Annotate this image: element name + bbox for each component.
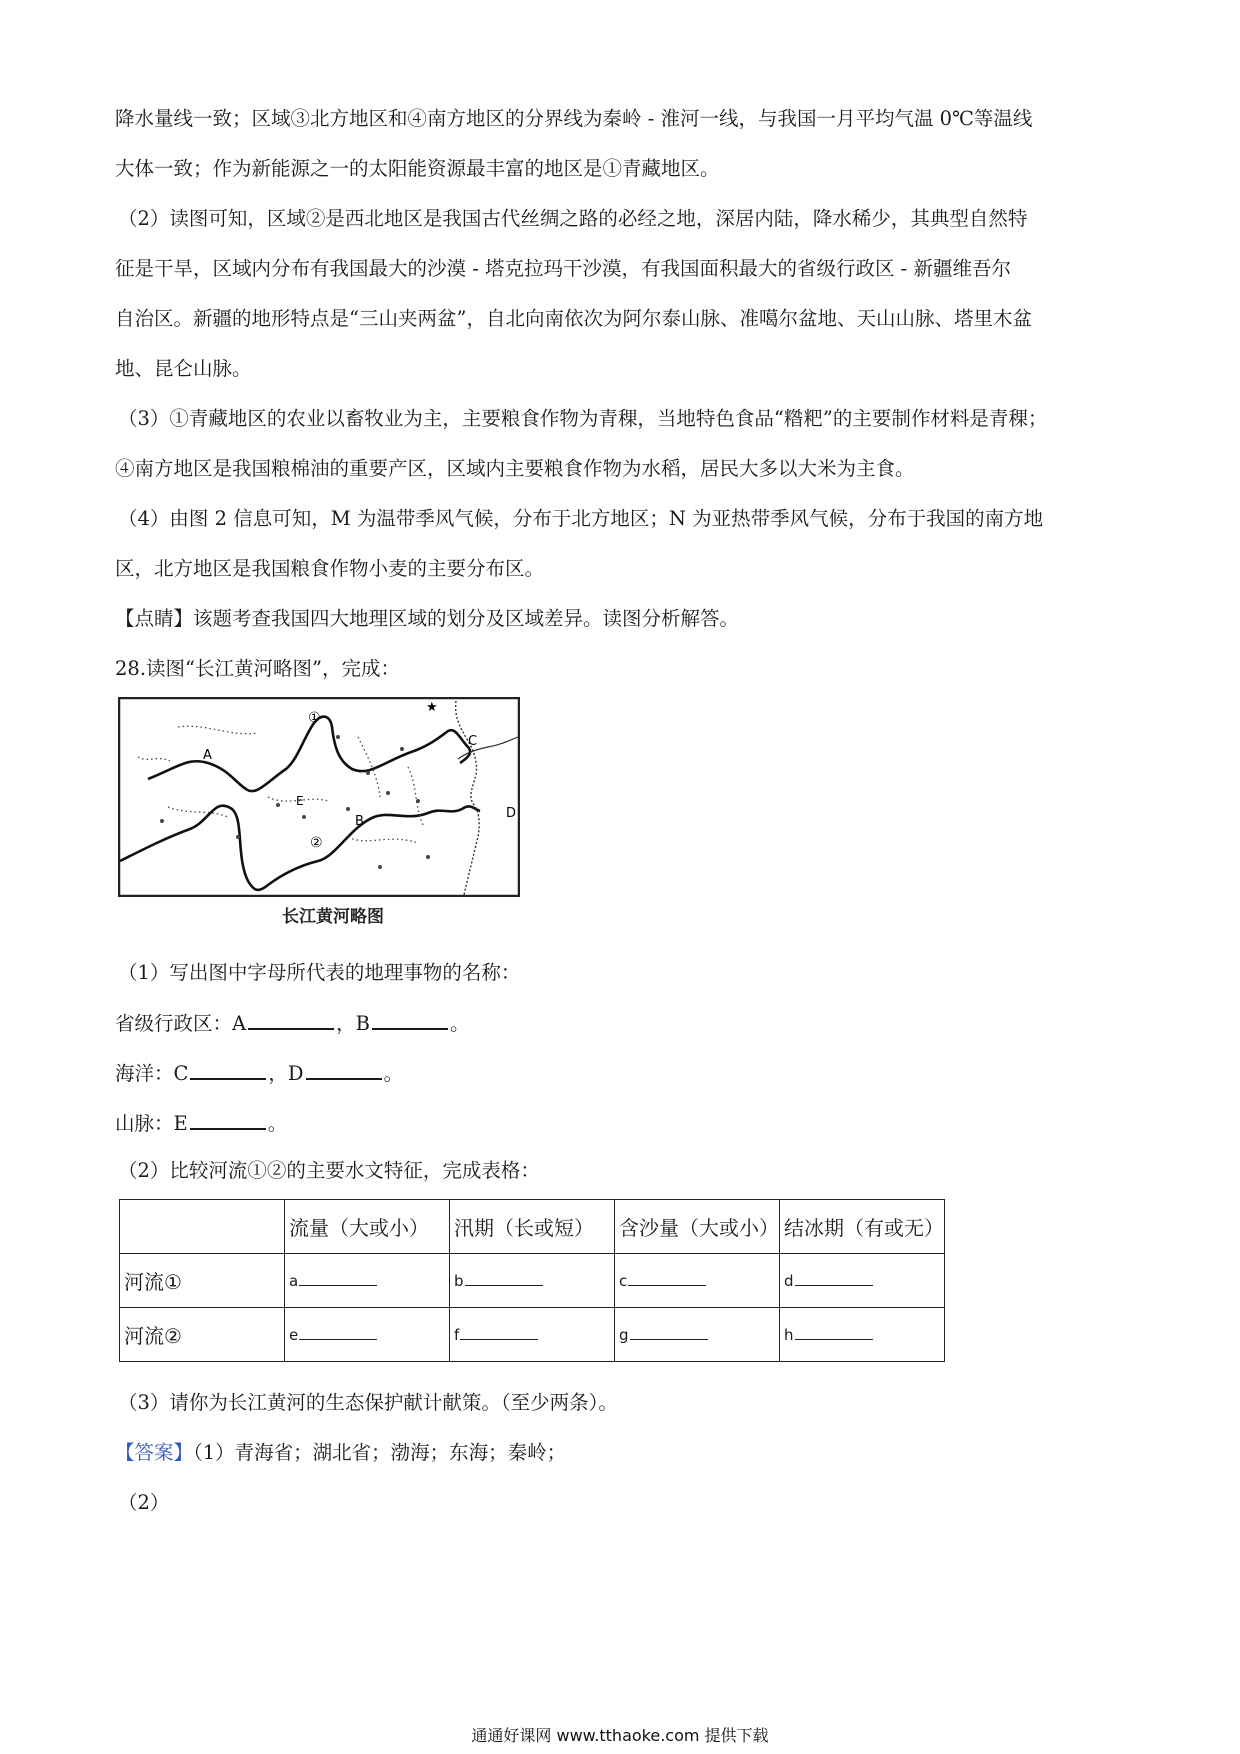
text-line: （2）读图可知，区域②是西北地区是我国古代丝绸之路的必经之地，深居内陆，降水稀少，其典型自然特 — [118, 207, 1028, 230]
text-line: 地、昆仑山脉。 — [115, 357, 252, 380]
q1-intro: （1）写出图中字母所代表的地理事物的名称： — [118, 961, 521, 984]
text-line: 降水量线一致；区域③北方地区和④南方地区的分界线为秦岭 - 淮河一线，与我国一月平均气温 0℃等温线 — [115, 107, 1033, 130]
capital-star-icon: ★ — [426, 700, 438, 715]
map-caption: 长江黄河略图 — [282, 907, 384, 927]
text-line: 征是干旱，区域内分布有我国最大的沙漠 - 塔克拉玛干沙漠，有我国面积最大的省级行政区 - 新疆维吾尔 — [115, 257, 1011, 280]
answer-line — [115, 1440, 1135, 1466]
label-D: D — [506, 806, 517, 821]
text-line: （4）由图 2 信息可知，M 为温带季风气候，分布于北方地区；N 为亚热带季风气候，分布于我国的南方地 — [118, 507, 1044, 530]
table-header: 流量（大或小） — [285, 1200, 450, 1254]
answer-cell[interactable]: g — [615, 1308, 780, 1362]
table-row — [120, 1254, 945, 1308]
map-frame — [119, 698, 519, 896]
label-E: E — [296, 794, 304, 808]
table-header: 含沙量（大或小） — [615, 1200, 780, 1254]
answer-cell[interactable]: c — [615, 1254, 780, 1308]
row-name: 河流① — [120, 1254, 285, 1308]
answer-cell[interactable]: d — [780, 1254, 945, 1308]
table-header: 汛期（长或短） — [450, 1200, 615, 1254]
answer-cell[interactable]: b — [450, 1254, 615, 1308]
blank-A[interactable] — [248, 1010, 334, 1030]
q1-mountain — [115, 1110, 1135, 1137]
answer-cell[interactable]: a — [285, 1254, 450, 1308]
text-line: 大体一致；作为新能源之一的太阳能资源最丰富的地区是①青藏地区。 — [115, 157, 720, 180]
answer-text: （1）青海省；湖北省；渤海；东海；秦岭； — [193, 1441, 567, 1464]
table-row — [120, 1308, 945, 1362]
row-name: 河流② — [120, 1308, 285, 1362]
mountain-label: 山脉：E — [115, 1112, 188, 1135]
q1-province — [115, 1010, 1135, 1037]
punct: 。 — [449, 1012, 470, 1035]
blank-B[interactable] — [372, 1010, 448, 1030]
table-header-row — [120, 1200, 945, 1254]
punct: 。 — [383, 1062, 404, 1085]
q2-intro: （2）比较河流①②的主要水文特征，完成表格： — [118, 1159, 540, 1182]
label-A: A — [203, 748, 212, 763]
text-line: （3）①青藏地区的农业以畜牧业为主，主要粮食作物为青稞，当地特色食品“糌粑”的主要制作材料是青稞； — [118, 407, 1048, 430]
answer-cell[interactable]: h — [780, 1308, 945, 1362]
q3-text: （3）请你为长江黄河的生态保护献计献策。（至少两条）。 — [118, 1391, 618, 1414]
question-title: 28.读图“长江黄河略图”，完成： — [115, 657, 400, 680]
blank-D[interactable] — [306, 1060, 382, 1080]
sea-d-label: ，D — [268, 1062, 304, 1085]
blank-E[interactable] — [190, 1110, 266, 1130]
text-line: 自治区。新疆的地形特点是“三山夹两盆”，自北向南依次为阿尔泰山脉、准噶尔盆地、天山山脉、塔里木盆 — [115, 307, 1032, 330]
q1-sea — [115, 1060, 1135, 1087]
table-header — [120, 1200, 285, 1254]
sea-label: 海洋：C — [115, 1062, 189, 1085]
tip-line: 【点睛】该题考查我国四大地理区域的划分及区域差异。读图分析解答。 — [115, 607, 740, 630]
label-C: C — [468, 734, 478, 749]
punct: 。 — [267, 1112, 288, 1135]
text-line: ④南方地区是我国粮棉油的重要产区，区域内主要粮食作物为水稻，居民大多以大米为主食。 — [115, 457, 915, 480]
label-river-2: ② — [310, 835, 323, 851]
label-B: B — [355, 814, 364, 829]
table-header: 结冰期（有或无） — [780, 1200, 945, 1254]
hydrology-table — [119, 1199, 945, 1362]
page-footer: 通通好课网 www.tthaoke.com 提供下载 — [471, 1726, 769, 1745]
label-river-1: ① — [308, 710, 321, 726]
text-line: 区，北方地区是我国粮食作物小麦的主要分布区。 — [115, 557, 545, 580]
answer-part2: （2） — [118, 1491, 170, 1514]
river-map — [118, 697, 520, 897]
province-label: 省级行政区：A — [115, 1012, 247, 1035]
blank-C[interactable] — [190, 1060, 266, 1080]
answer-cell[interactable]: f — [450, 1308, 615, 1362]
province-b-label: ，B — [336, 1012, 370, 1035]
answer-cell[interactable]: e — [285, 1308, 450, 1362]
answer-tag: 【答案】 — [115, 1441, 194, 1464]
